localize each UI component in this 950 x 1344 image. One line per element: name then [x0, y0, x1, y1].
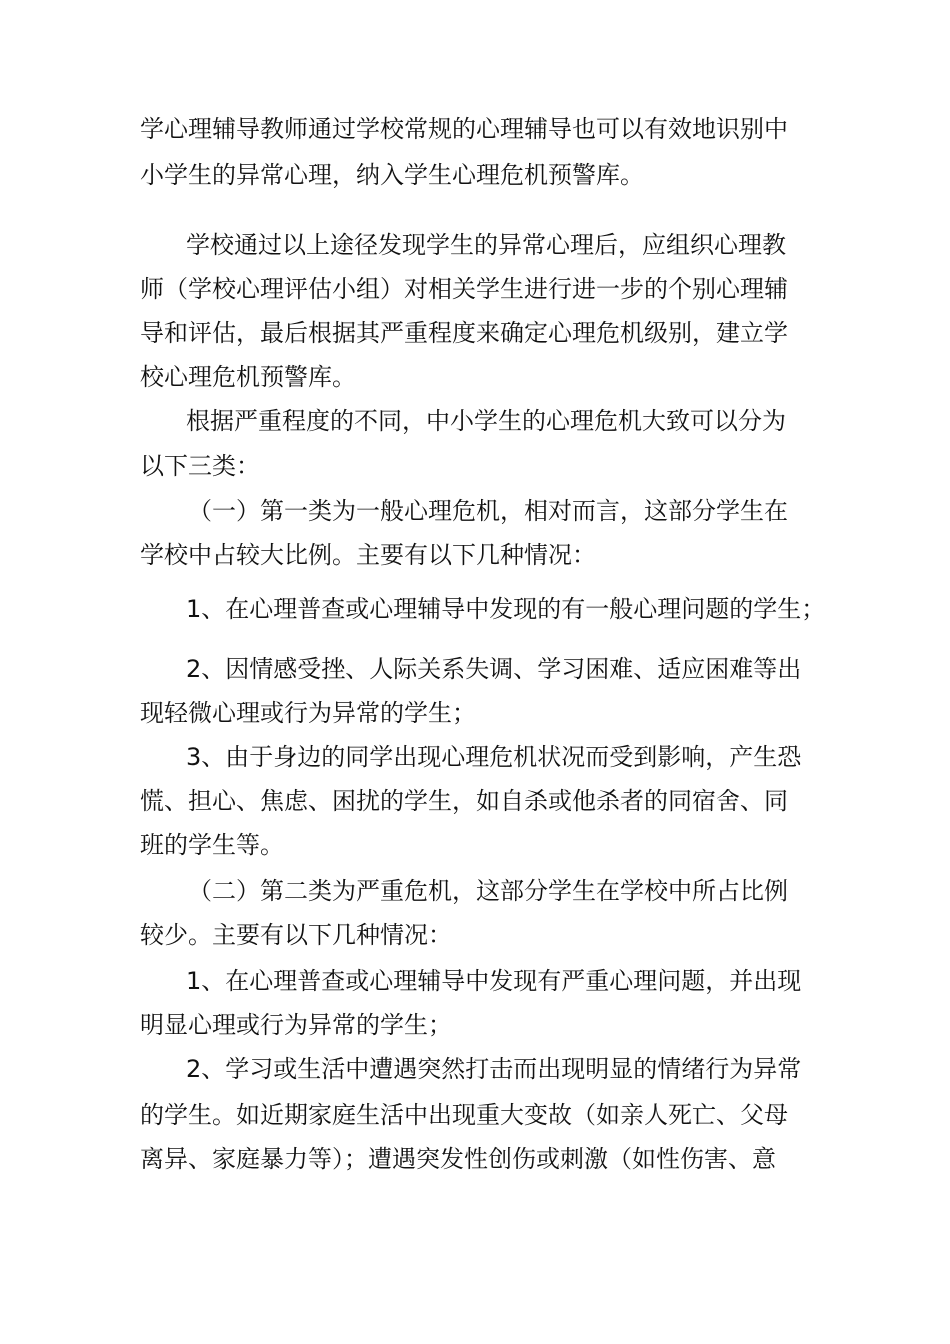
- text-line: 以下三类：: [140, 452, 260, 480]
- text-line: 较少。主要有以下几种情况：: [140, 921, 452, 949]
- text-line: 小学生的异常心理，纳入学生心理危机预警库。: [140, 161, 644, 189]
- text-line: 学校中占较大比例。主要有以下几种情况：: [140, 541, 596, 569]
- section-heading-line: （一）第一类为一般心理危机，相对而言，这部分学生在: [188, 497, 788, 525]
- text-line: 慌、担心、焦虑、困扰的学生，如自杀或他杀者的同宿舍、同: [140, 787, 788, 815]
- text-line: 的学生。如近期家庭生活中出现重大变故（如亲人死亡、父母: [140, 1101, 788, 1129]
- list-item-line: 2、学习或生活中遭遇突然打击而出现明显的情绪行为异常: [186, 1055, 802, 1083]
- text-line: 校心理危机预警库。: [140, 363, 356, 391]
- list-item-line: 2、因情感受挫、人际关系失调、学习困难、适应困难等出: [186, 655, 802, 683]
- text-line: 班的学生等。: [140, 831, 284, 859]
- text-line: 学心理辅导教师通过学校常规的心理辅导也可以有效地识别中: [140, 115, 788, 143]
- list-item-line: 3、由于身边的同学出现心理危机状况而受到影响，产生恐: [186, 743, 802, 771]
- text-line: 离异、家庭暴力等）；遭遇突发性创伤或刺激（如性伤害、意: [140, 1145, 776, 1173]
- list-item-line: 1、在心理普查或心理辅导中发现有严重心理问题，并出现: [186, 967, 802, 995]
- list-item-line: 1、在心理普查或心理辅导中发现的有一般心理问题的学生；: [186, 595, 826, 623]
- paragraph-start-line: 学校通过以上途径发现学生的异常心理后，应组织心理教: [186, 231, 786, 259]
- section-heading-line: （二）第二类为严重危机，这部分学生在学校中所占比例: [188, 877, 788, 905]
- paragraph-start-line: 根据严重程度的不同，中小学生的心理危机大致可以分为: [186, 407, 786, 435]
- text-line: 明显心理或行为异常的学生；: [140, 1011, 452, 1039]
- text-line: 导和评估，最后根据其严重程度来确定心理危机级别，建立学: [140, 319, 788, 347]
- text-line: 师（学校心理评估小组）对相关学生进行进一步的个别心理辅: [140, 275, 788, 303]
- text-line: 现轻微心理或行为异常的学生；: [140, 699, 476, 727]
